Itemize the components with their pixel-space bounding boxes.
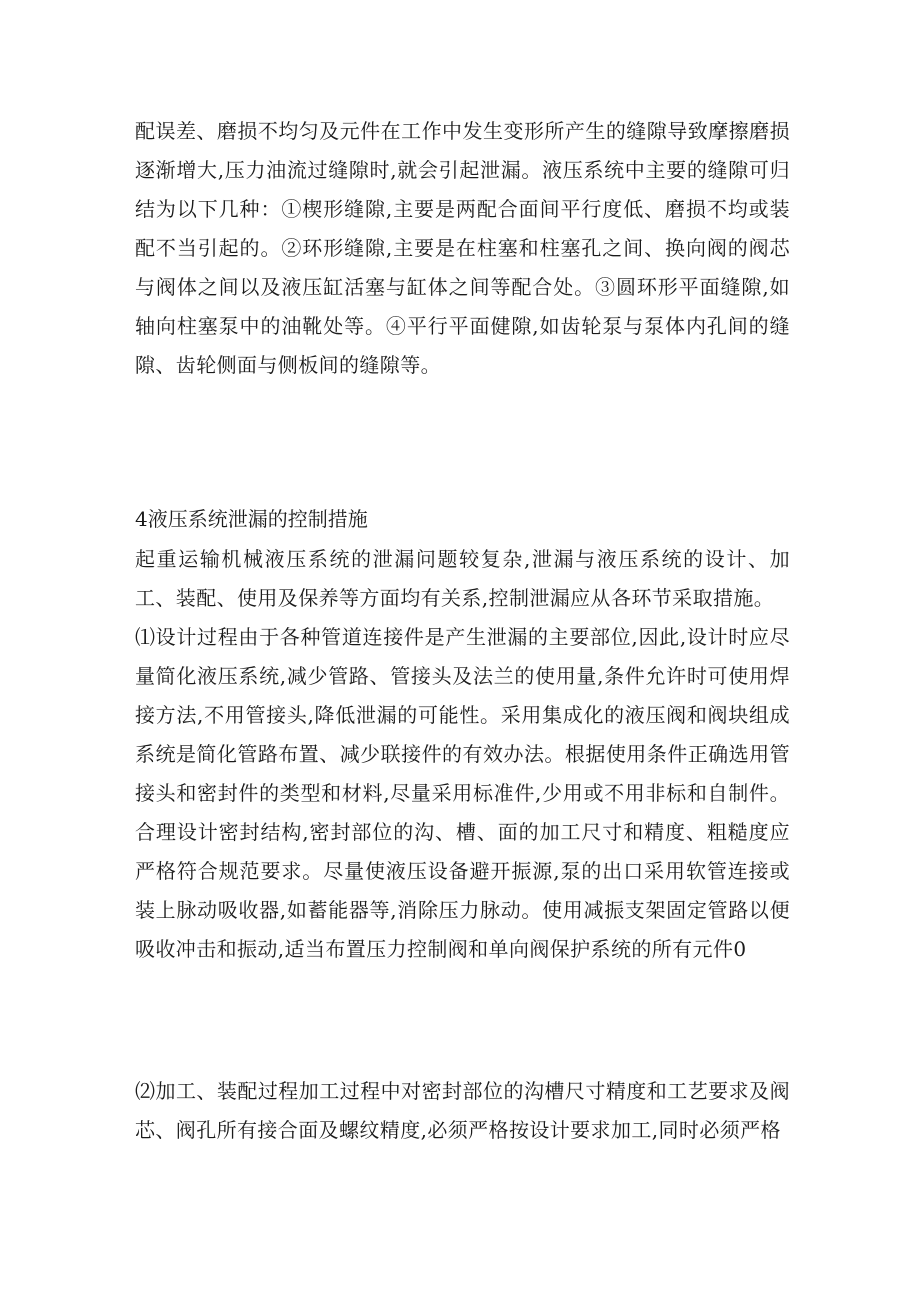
paragraph-gap-types: 配误差、磨损不均匀及元件在工作中发生变形所产生的缝隙导致摩擦磨损逐渐增大,压力油流过缝隙时,就会引起泄漏。液压系统中主要的缝隙可归结为以下几种：①楔形缝隙,主要是两配合面间平行度低、磨损不均或装配不当引起的。②环形缝隙,主要是在柱塞和柱塞孔之间、换向阀的阀芯与阀体之间以及液压缸活塞与缸体之间等配合处。③圆环形平面缝隙,如轴向柱塞泵中的油靴处等。④平行平面健隙,如齿轮泵与泵体内孔间的缝隙、齿轮侧面与侧板间的缝隙等。 [135, 119, 790, 377]
paragraph-machining-assembly: ⑵加工、装配过程加工过程中对密封部位的沟槽尺寸精度和工艺要求及阀芯、阀孔所有接合面及螺纹精度,必须严格按设计要求加工,同时必须严格 [135, 1079, 790, 1142]
section-heading-leak-control: 4液压系统泄漏的控制措施 [135, 507, 368, 531]
paragraph-leak-control-intro: 起重运输机械液压系统的泄漏问题较复杂,泄漏与液压系统的设计、加工、装配、使用及保养等方面均有关系,控制泄漏应从各环节采取措施。 [135, 547, 790, 610]
paragraph-design-process: ⑴设计过程由于各种管道连接件是产生泄漏的主要部位,因此,设计时应尽量简化液压系统,减少管路、管接头及法兰的使用量,条件允许时可使用焊接方法,不用管接头,降低泄漏的可能性。采用集成化的液压阀和阀块组成系统是简化管路布置、减少联接件的有效办法。根据使用条件正确选用管接头和密封件的类型和材料,尽量采用标准件,少用或不用非标和自制件。合理设计密封结构,密封部位的沟、槽、面的加工尺寸和精度、粗糙度应严格符合规范要求。尽量使液压设备避开振源,泵的出口采用软管连接或装上脉动吸收器,如蓄能器等,消除压力脉动。使用减振支架固定管路以便吸收冲击和振动,适当布置压力控制阀和单向阀保护系统的所有元件0 [135, 625, 790, 961]
